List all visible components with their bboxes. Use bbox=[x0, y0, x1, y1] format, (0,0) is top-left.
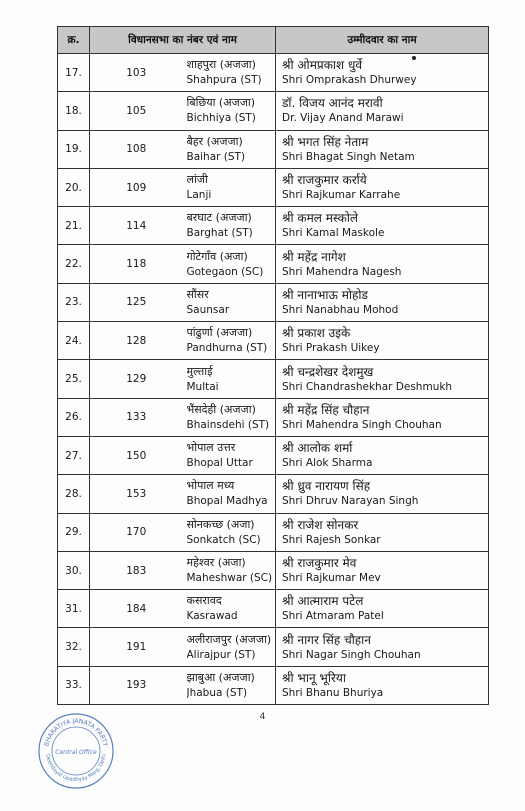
candidate-name bbox=[276, 54, 489, 92]
serial-number: 29. bbox=[58, 513, 90, 551]
table-row bbox=[58, 475, 489, 513]
table-row bbox=[58, 513, 489, 551]
candidate-name-english: Dr. Vijay Anand Marawi bbox=[282, 112, 404, 125]
serial-number: 25. bbox=[58, 360, 90, 398]
constituency-number: 105 bbox=[90, 92, 183, 130]
seal-top-text: BHARATIYA JANATA PARTY bbox=[43, 717, 109, 748]
serial-number: 27. bbox=[58, 436, 90, 474]
constituency-name bbox=[183, 322, 276, 360]
header-serial: क्र. bbox=[58, 27, 90, 54]
constituency-name bbox=[183, 398, 276, 436]
candidate-name-english: Shri Alok Sharma bbox=[282, 457, 373, 470]
candidate-name-hindi: श्री राजकुमार कर्राये bbox=[282, 173, 367, 188]
constituency-name-english: Lanji bbox=[186, 189, 212, 202]
constituency-number: 193 bbox=[90, 666, 183, 704]
constituency-name bbox=[183, 513, 276, 551]
candidate-name bbox=[276, 245, 489, 283]
constituency-name-english: Gotegaon (SC) bbox=[186, 265, 264, 278]
constituency-number: 125 bbox=[90, 283, 183, 321]
table-row bbox=[58, 360, 489, 398]
constituency-name bbox=[183, 666, 276, 704]
constituency-name-hindi: महेश्वर (अजा) bbox=[186, 556, 246, 569]
candidate-name bbox=[276, 322, 489, 360]
table-row bbox=[58, 322, 489, 360]
constituency-number: 153 bbox=[90, 475, 183, 513]
candidate-table bbox=[57, 26, 489, 705]
constituency-name-english: Bhainsdehi (ST) bbox=[186, 418, 270, 431]
candidate-name-english: Shri Bhagat Singh Netam bbox=[282, 150, 415, 163]
table-row bbox=[58, 628, 489, 666]
table-row bbox=[58, 436, 489, 474]
constituency-number: 183 bbox=[90, 551, 183, 589]
constituency-name-hindi: भोपाल मध्य bbox=[186, 479, 235, 493]
candidate-name bbox=[276, 130, 489, 168]
constituency-name-english: Pandhurna (ST) bbox=[186, 342, 268, 355]
constituency-name bbox=[183, 628, 276, 666]
constituency-number: 133 bbox=[90, 398, 183, 436]
svg-text:Deendayal Upadhyay Marg, Delhi bbox=[44, 754, 108, 783]
constituency-name-hindi: लांजी bbox=[186, 173, 208, 187]
constituency-number: 170 bbox=[90, 513, 183, 551]
constituency-name-english: Kasrawad bbox=[186, 610, 238, 623]
serial-number: 24. bbox=[58, 322, 90, 360]
candidate-name bbox=[276, 666, 489, 704]
serial-number: 30. bbox=[58, 551, 90, 589]
table-row bbox=[58, 551, 489, 589]
candidate-name-hindi: श्री आलोक शर्मा bbox=[282, 441, 353, 456]
constituency-name bbox=[183, 283, 276, 321]
serial-number: 17. bbox=[58, 54, 90, 92]
constituency-name-hindi: सौंसर bbox=[186, 287, 209, 301]
party-seal-stamp bbox=[37, 712, 115, 790]
constituency-number: 114 bbox=[90, 207, 183, 245]
constituency-name bbox=[183, 245, 276, 283]
serial-number: 20. bbox=[58, 168, 90, 206]
candidate-name-hindi: श्री राजकुमार मेव bbox=[282, 556, 357, 570]
candidate-name-english: Shri Nanabhau Mohod bbox=[282, 303, 399, 316]
candidate-name-english: Shri Rajesh Sonkar bbox=[282, 533, 381, 546]
candidate-name bbox=[276, 436, 489, 474]
constituency-name-hindi: बैहर (अजजा) bbox=[186, 134, 243, 148]
serial-number: 22. bbox=[58, 245, 90, 283]
candidate-name bbox=[276, 590, 489, 628]
candidate-name-hindi: श्री भानू भूरिया bbox=[282, 670, 346, 685]
constituency-number: 128 bbox=[90, 322, 183, 360]
candidate-name-english: Shri Bhanu Bhuriya bbox=[282, 686, 384, 699]
header-constituency: विधानसभा का नंबर एवं नाम bbox=[90, 27, 276, 54]
constituency-name bbox=[183, 436, 276, 474]
constituency-name-hindi: भोपाल उत्तर bbox=[186, 441, 236, 455]
candidate-name-english: Shri Rajkumar Karrahe bbox=[282, 189, 401, 202]
candidate-name-hindi: श्री महेंद्र सिंह चौहान bbox=[282, 402, 370, 417]
constituency-name-hindi: अलीराजपुर (अजजा) bbox=[186, 632, 272, 646]
constituency-number: 150 bbox=[90, 436, 183, 474]
candidate-name-english: Shri Mahendra Singh Chouhan bbox=[282, 418, 442, 431]
constituency-name-english: Bichhiya (ST) bbox=[186, 112, 256, 125]
candidate-name-hindi: श्री ध्रुव नारायण सिंह bbox=[282, 479, 371, 494]
candidate-name bbox=[276, 283, 489, 321]
candidate-name-english: Shri Atmaram Patel bbox=[282, 610, 384, 623]
constituency-name bbox=[183, 168, 276, 206]
constituency-name bbox=[183, 360, 276, 398]
table-row bbox=[58, 130, 489, 168]
candidate-name-hindi: श्री राजेश सोनकर bbox=[282, 517, 359, 532]
seal-bottom-text: Deendayal Upadhyay Marg, Delhi bbox=[44, 753, 108, 784]
candidate-name-english: Shri Kamal Maskole bbox=[282, 227, 385, 240]
candidate-name-hindi: श्री चन्द्रशेखर देशमुख bbox=[282, 364, 374, 379]
constituency-name-hindi: भैंसदेही (अजजा) bbox=[186, 402, 256, 416]
candidate-name-english: Shri Dhruv Narayan Singh bbox=[282, 495, 419, 508]
serial-number: 21. bbox=[58, 207, 90, 245]
constituency-name-english: Sonkatch (SC) bbox=[186, 533, 261, 546]
table-row bbox=[58, 168, 489, 206]
constituency-name-hindi: पांढुर्णा (अजजा) bbox=[186, 326, 253, 340]
table-row bbox=[58, 398, 489, 436]
candidate-name-hindi: श्री प्रकाश उइके bbox=[282, 326, 351, 341]
candidate-name bbox=[276, 207, 489, 245]
constituency-name bbox=[183, 590, 276, 628]
candidate-name-english: Shri Nagar Singh Chouhan bbox=[282, 648, 421, 661]
constituency-name bbox=[183, 551, 276, 589]
serial-number: 33. bbox=[58, 666, 90, 704]
candidate-name-english: Shri Chandrashekhar Deshmukh bbox=[282, 380, 453, 393]
constituency-name-english: Multai bbox=[186, 380, 219, 393]
constituency-name bbox=[183, 92, 276, 130]
constituency-name-hindi: कसरावद bbox=[186, 594, 222, 608]
constituency-name-english: Maheshwar (SC) bbox=[186, 572, 273, 584]
candidate-name-hindi: श्री कमल मस्कोले bbox=[282, 211, 359, 226]
serial-number: 32. bbox=[58, 628, 90, 666]
header-candidate: उम्मीदवार का नाम bbox=[276, 27, 489, 54]
constituency-name-hindi: मुल्ताई bbox=[186, 364, 213, 378]
table-row bbox=[58, 283, 489, 321]
constituency-name-hindi: गोटेगाँव (अजा) bbox=[186, 249, 248, 263]
table-row bbox=[58, 245, 489, 283]
candidate-name-hindi: डॉ. विजय आनंद मरावी bbox=[282, 96, 383, 111]
serial-number: 28. bbox=[58, 475, 90, 513]
constituency-name-english: Jhabua (ST) bbox=[186, 686, 248, 699]
constituency-number: 103 bbox=[90, 54, 183, 92]
serial-number: 23. bbox=[58, 283, 90, 321]
table-body bbox=[58, 54, 489, 705]
seal-center-text: Central Office bbox=[55, 749, 97, 756]
constituency-number: 108 bbox=[90, 130, 183, 168]
candidate-name bbox=[276, 398, 489, 436]
constituency-name-english: Baihar (ST) bbox=[186, 150, 246, 163]
candidate-name-english: Shri Prakash Uikey bbox=[282, 342, 380, 355]
constituency-name-english: Barghat (ST) bbox=[186, 227, 253, 240]
constituency-name bbox=[183, 207, 276, 245]
constituency-number: 118 bbox=[90, 245, 183, 283]
candidate-name bbox=[276, 360, 489, 398]
candidate-name-english: Shri Mahendra Nagesh bbox=[282, 265, 402, 278]
constituency-name-hindi: सोनकच्छ (अजा) bbox=[186, 517, 255, 531]
candidate-name-hindi: श्री नानाभाऊ मोहोड bbox=[282, 287, 368, 302]
constituency-number: 191 bbox=[90, 628, 183, 666]
candidate-name-hindi: श्री नागर सिंह चौहान bbox=[282, 632, 371, 647]
constituency-name-english: Bhopal Uttar bbox=[186, 457, 253, 470]
table-row bbox=[58, 92, 489, 130]
constituency-name-hindi: शाहपुरा (अजजा) bbox=[186, 58, 256, 72]
serial-number: 19. bbox=[58, 130, 90, 168]
candidate-name-hindi: श्री भगत सिंह नेताम bbox=[282, 134, 369, 149]
candidate-name bbox=[276, 168, 489, 206]
constituency-number: 184 bbox=[90, 590, 183, 628]
candidate-name-english: Shri Rajkumar Mev bbox=[282, 572, 381, 584]
candidate-name-hindi: श्री ओमप्रकाश धुर्वे bbox=[282, 58, 363, 73]
serial-number: 18. bbox=[58, 92, 90, 130]
constituency-name-english: Alirajpur (ST) bbox=[186, 648, 256, 661]
constituency-number: 109 bbox=[90, 168, 183, 206]
table-row bbox=[58, 590, 489, 628]
table-row bbox=[58, 207, 489, 245]
candidate-name-hindi: श्री महेंद्र नागेश bbox=[282, 249, 346, 264]
candidate-name-english: Shri Omprakash Dhurwey bbox=[282, 74, 417, 87]
constituency-name-hindi: बिछिया (अजजा) bbox=[186, 96, 256, 110]
candidate-name bbox=[276, 551, 489, 589]
candidate-name-hindi: श्री आत्माराम पटेल bbox=[282, 594, 364, 609]
serial-number: 26. bbox=[58, 398, 90, 436]
candidate-name bbox=[276, 475, 489, 513]
constituency-name-hindi: झाबुआ (अजजा) bbox=[186, 670, 255, 684]
table-row bbox=[58, 666, 489, 704]
constituency-name bbox=[183, 475, 276, 513]
candidate-name bbox=[276, 92, 489, 130]
constituency-name-english: Saunsar bbox=[186, 303, 230, 316]
constituency-name-english: Shahpura (ST) bbox=[186, 74, 262, 87]
candidate-name bbox=[276, 513, 489, 551]
table-row bbox=[58, 54, 489, 92]
constituency-name bbox=[183, 130, 276, 168]
page-number: 4 bbox=[259, 712, 266, 722]
table-header-row bbox=[58, 27, 489, 54]
constituency-name-hindi: बरघाट (अजजा) bbox=[186, 211, 252, 225]
constituency-name bbox=[183, 54, 276, 92]
serial-number: 31. bbox=[58, 590, 90, 628]
candidate-name bbox=[276, 628, 489, 666]
constituency-number: 129 bbox=[90, 360, 183, 398]
constituency-name-english: Bhopal Madhya bbox=[186, 495, 268, 508]
